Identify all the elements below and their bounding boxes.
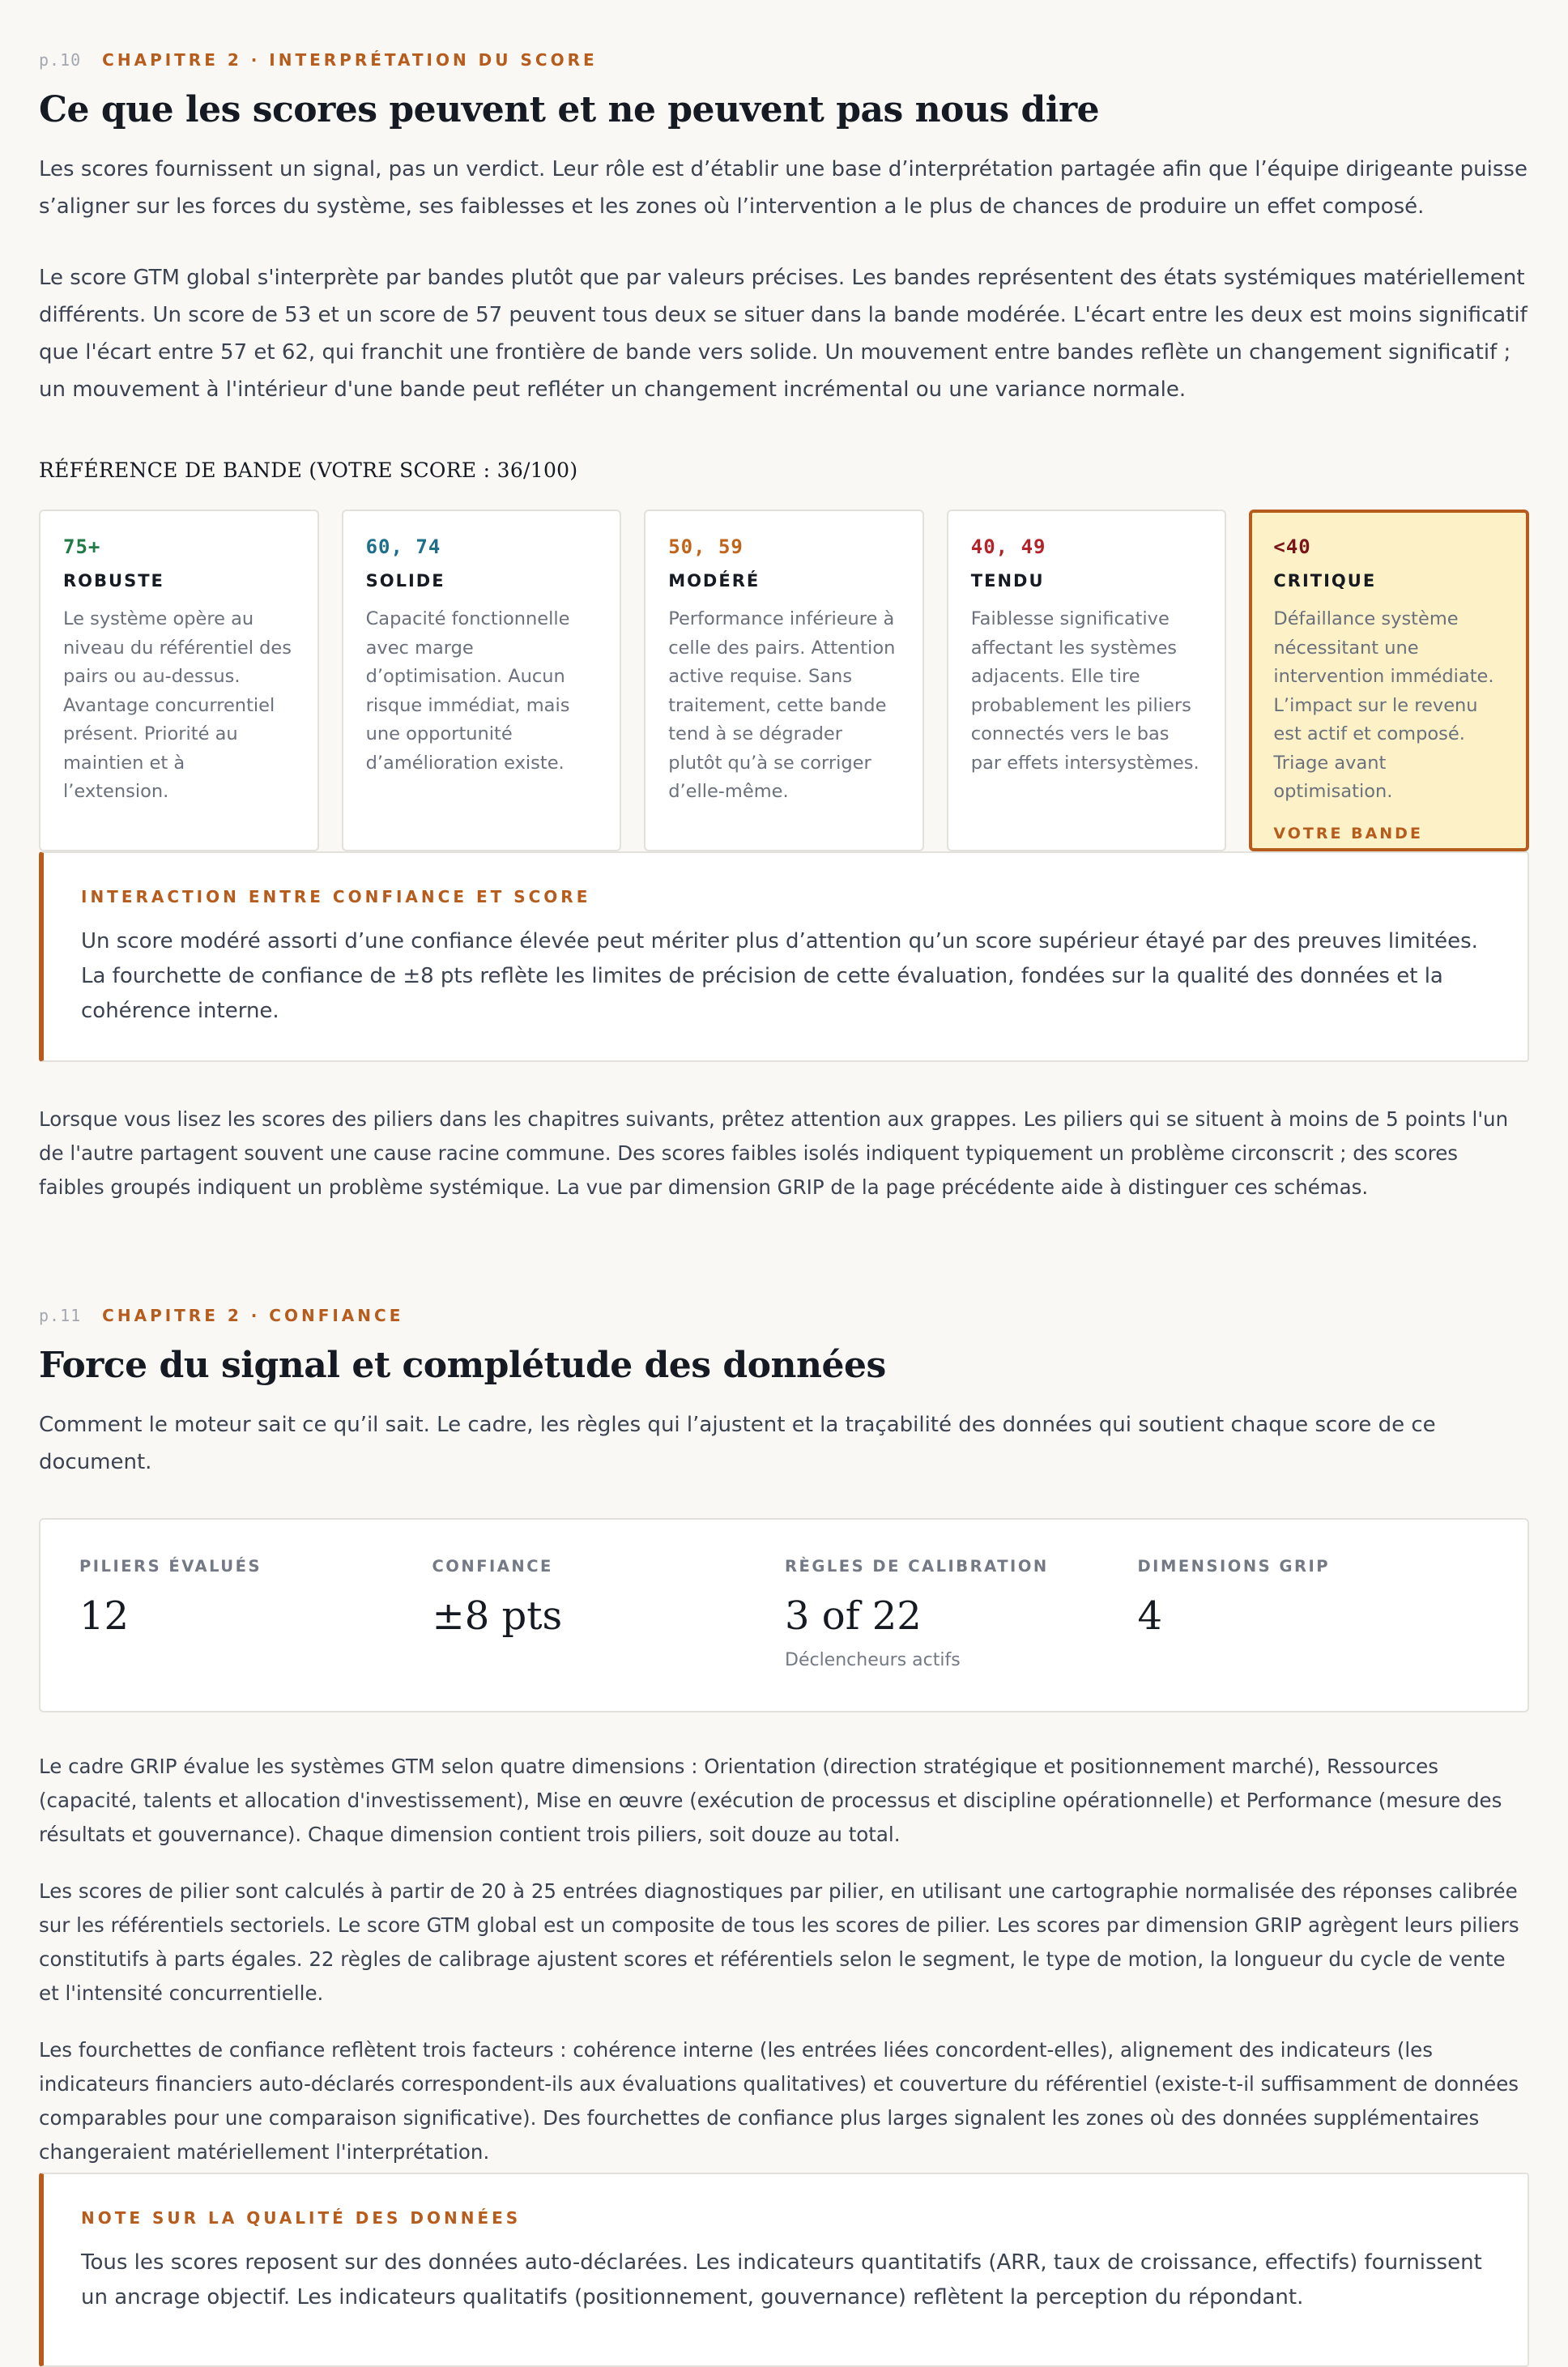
callout-title: NOTE SUR LA QUALITÉ DES DONNÉES: [81, 2208, 522, 2228]
grip-framework-paragraph: Le cadre GRIP évalue les systèmes GTM selon quatre dimensions : Orientation (direction stratégique et positionnement marché), Ressources (capacité, talents et allocation d'investissement), Mise en œuvre (exécution de processus et discipline opérationnelle) et Performance (mesure des résultats et gouvernance). Chaque dimension contient trois piliers, soit douze au total.: [39, 1755, 1502, 1846]
data-quality-callout: [39, 2173, 1529, 2367]
callout-body: Tous les scores reposent sur des données auto-déclarées. Les indicateurs quantitatifs (ARR, taux de croissance, effectifs) fournissent un ancrage objectif. Les indicateurs qualitatifs (positionnement, gouvernance) reflètent la perception du répondant.: [81, 2250, 1482, 2309]
confidence-score-callout: [39, 851, 1529, 1062]
band-range: 40, 49: [970, 535, 1046, 558]
band-card-robuste: [39, 510, 319, 851]
band-name: TENDU: [970, 571, 1045, 591]
stat-regles-calibration: [785, 1557, 1138, 1711]
band-range: 50, 59: [668, 535, 744, 558]
stat-label: DIMENSIONS GRIP: [1137, 1557, 1331, 1576]
band-description: Performance inférieure à celle des pairs. Attention active requise. Sans traitement, cette bande tend à se dégrader plutôt qu’à se corriger d’elle-même.: [668, 608, 896, 802]
closing-paragraph: Lorsque vous lisez les scores des piliers dans les chapitres suivants, prêtez attention aux grappes. Les piliers qui se situent à moins de 5 points l'un de l'autre partagent souvent une cause racine commune. Des scores faibles isolés indiquent typiquement un problème circonscrit ; des scores faibles groupés indiquent un problème systémique. La vue par dimension GRIP de la page précédente aide à distinguer ces schémas.: [39, 1107, 1509, 1199]
band-description: Capacité fonctionnelle avec marge d’optimisation. Aucun risque immédiat, mais une opportunité d’amélioration existe.: [365, 608, 570, 774]
page-number: p.11: [39, 1306, 82, 1325]
band-reference-grid: [39, 510, 1529, 851]
your-band-badge: VOTRE BANDE: [1273, 824, 1423, 842]
stat-label: PILIERS ÉVALUÉS: [79, 1557, 262, 1576]
band-name: MODÉRÉ: [668, 571, 761, 591]
confidence-ranges-paragraph: Les fourchettes de confiance reflètent trois facteurs : cohérence interne (les entrées liées concordent-elles), alignement des indicateurs (les indicateurs financiers auto-déclarés correspondent-ils aux évaluations qualitatives) et couverture du référentiel (existe-t-il suffisamment de données comparables pour une comparaison significative). Des fourchettes de confiance plus larges signalent les zones où des données supplémentaires changeraient matériellement l'interprétation.: [39, 2038, 1519, 2164]
stat-label: RÈGLES DE CALIBRATION: [785, 1557, 1049, 1576]
band-name: SOLIDE: [365, 571, 445, 591]
band-range: <40: [1273, 535, 1311, 558]
stats-panel: [39, 1518, 1529, 1712]
band-range: 60, 74: [365, 535, 441, 558]
body-paragraph: Le score GTM global s'interprète par bandes plutôt que par valeurs précises. Les bandes représentent des états systémiques matériellement différents. Un score de 53 et un score de 57 peuvent tous deux se situer dans la bande modérée. L'écart entre les deux est moins significatif que l'écart entre 57 et 62, qui franchit une frontière de bande vers solide. Un mouvement entre bandes reflète un changement significatif ; un mouvement à l'intérieur d'une bande peut refléter un changement incrémental ou une variance normale.: [39, 266, 1528, 402]
stat-value: 12: [79, 1593, 130, 1639]
callout-body: Un score modéré assorti d’une confiance élevée peut mériter plus d’attention qu’un score supérieur étayé par des preuves limitées. La fourchette de confiance de ±8 pts reflète les limites de précision de cette évaluation, fondées sur la qualité des données et la cohérence interne.: [81, 929, 1478, 1023]
page-number: p.10: [39, 50, 82, 70]
intro-paragraph: Comment le moteur sait ce qu’il sait. Le cadre, les règles qui l’ajustent et la traçabilité des données qui soutient chaque score de ce document.: [39, 1413, 1436, 1474]
stat-value: ±8 pts: [432, 1593, 563, 1639]
chapter-label: CHAPITRE 2 · CONFIANCE: [102, 1306, 404, 1325]
page-title: Ce que les scores peuvent et ne peuvent pas nous dire: [39, 89, 1100, 130]
band-card-solide: [342, 510, 622, 851]
band-card-critique: [1249, 510, 1529, 851]
page-eyebrow: [39, 1306, 1529, 1330]
stat-confiance: [432, 1557, 786, 1711]
stat-dimensions-grip: [1138, 1557, 1491, 1711]
band-description: Faiblesse significative affectant les systèmes adjacents. Elle tire probablement les piliers connectés vers le bas par effets intersystèmes.: [970, 608, 1199, 774]
band-name: ROBUSTE: [63, 571, 164, 591]
chapter-label: CHAPITRE 2 · INTERPRÉTATION DU SCORE: [102, 50, 598, 70]
band-card-modere: [644, 510, 924, 851]
stat-value: 4: [1137, 1593, 1163, 1639]
stat-caption: Déclencheurs actifs: [785, 1650, 961, 1670]
band-description: Défaillance système nécessitant une intervention immédiate. L’impact sur le revenu est actif et composé. Triage avant optimisation.: [1273, 608, 1494, 802]
page-p10: [39, 50, 1529, 1205]
band-card-tendu: [947, 510, 1227, 851]
band-range: 75+: [63, 535, 101, 558]
page-eyebrow: [39, 50, 1529, 75]
stat-label: CONFIANCE: [432, 1557, 553, 1576]
stat-value: 3 of 22: [785, 1593, 922, 1639]
pillar-scoring-paragraph: Les scores de pilier sont calculés à partir de 20 à 25 entrées diagnostiques par pilier, en utilisant une cartographie normalisée des réponses calibrée sur les référentiels sectoriels. Le score GTM global est un composite de tous les scores de pilier. Les scores par dimension GRIP agrègent leurs piliers constitutifs à parts égales. 22 règles de calibrage ajustent scores et référentiels selon le segment, le type de motion, la longueur du cycle de vente et l'intensité concurrentielle.: [39, 1879, 1519, 2005]
band-name: CRITIQUE: [1273, 571, 1377, 591]
intro-paragraph: Les scores fournissent un signal, pas un verdict. Leur rôle est d’établir une base d’interprétation partagée afin que l’équipe dirigeante puisse s’aligner sur les forces du système, ses faiblesses et les zones où l’intervention a le plus de chances de produire un effet composé.: [39, 157, 1528, 219]
page-title: Force du signal et complétude des données: [39, 1345, 886, 1386]
callout-title: INTERACTION ENTRE CONFIANCE ET SCORE: [81, 887, 591, 906]
page-p11: [39, 1306, 1529, 2367]
band-description: Le système opère au niveau du référentiel des pairs ou au-dessus. Avantage concurrentiel présent. Priorité au maintien et à l’extension.: [63, 608, 292, 802]
band-reference-heading: RÉFÉRENCE DE BANDE (VOTRE SCORE : 36/100): [39, 458, 578, 482]
stat-piliers-evalues: [79, 1557, 432, 1711]
